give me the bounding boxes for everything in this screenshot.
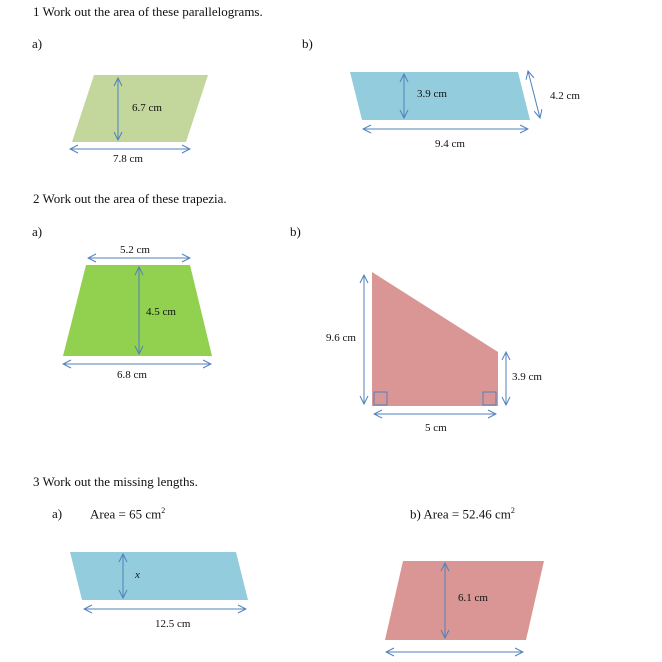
q3a-unknown-label: x [135, 569, 140, 581]
q3a-area-sup: 2 [161, 506, 166, 515]
q2b-right-label: 3.9 cm [512, 371, 542, 383]
q1b-label: b) [302, 36, 313, 51]
q2a-top-label: 5.2 cm [120, 244, 150, 256]
q3a-area-text: Area = 65 cm [90, 506, 162, 522]
q2a-bottom-label: 6.8 cm [117, 369, 147, 381]
q3a-base-label: 12.5 cm [155, 618, 191, 630]
q1a-height-label: 6.7 cm [132, 102, 162, 114]
q2b-bottom-label: 5 cm [425, 422, 447, 434]
q1b-base-label: 9.4 cm [435, 138, 465, 150]
q3a-parallelogram [70, 552, 248, 600]
q2b-trapezium [372, 272, 498, 406]
q2a-height-label: 4.5 cm [146, 306, 176, 318]
q2b-label: b) [290, 224, 301, 239]
q1b-height-label: 3.9 cm [417, 88, 447, 100]
q1-heading: 1 Work out the area of these parallelograms. [33, 4, 263, 19]
q1b-slant-arrow [528, 71, 540, 118]
q3b-area-sup: 2 [510, 506, 515, 515]
q3a-label: a) [52, 506, 63, 521]
q3b-area-text: b) Area = 52.46 cm [410, 506, 511, 522]
q2-heading: 2 Work out the area of these trapezia. [33, 191, 227, 206]
q3-heading: 3 Work out the missing lengths. [33, 474, 198, 489]
q2b-left-label: 9.6 cm [326, 332, 356, 344]
q1a-label: a) [32, 36, 43, 51]
q1a-base-label: 7.8 cm [113, 153, 143, 165]
q3b-height-label: 6.1 cm [458, 592, 488, 604]
q2a-trapezium [63, 265, 212, 356]
q1b-slant-label: 4.2 cm [550, 90, 580, 102]
q2a-label: a) [32, 224, 43, 239]
